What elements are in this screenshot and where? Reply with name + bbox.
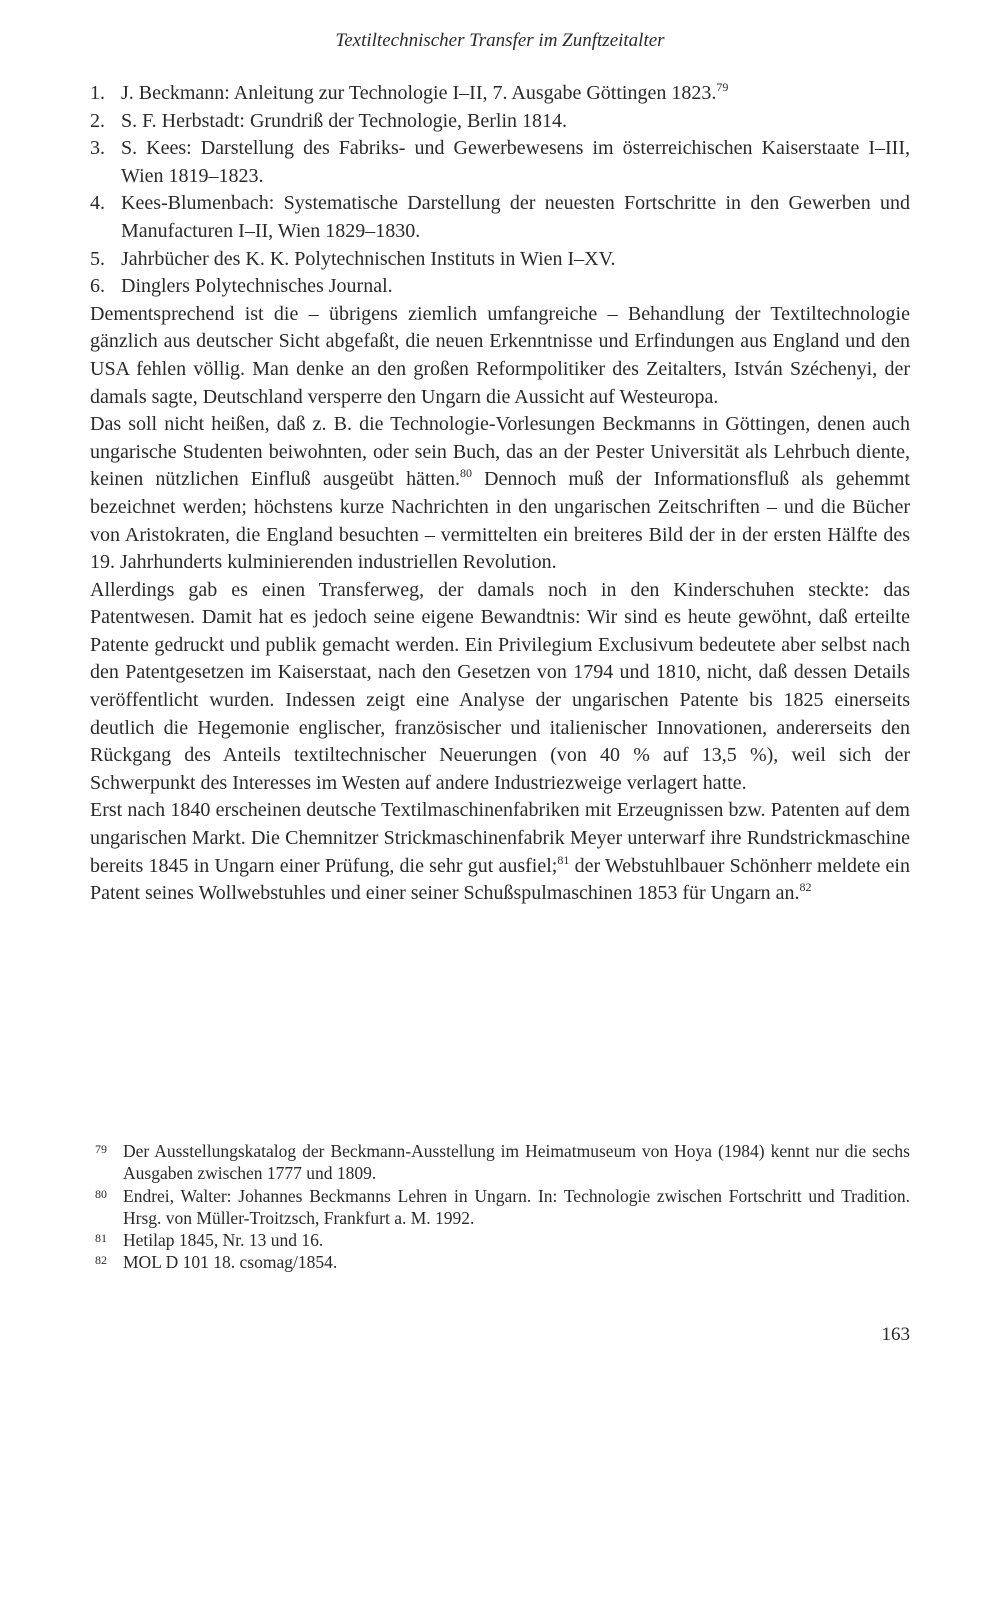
source-list <box>90 80 910 301</box>
footnote: 81 Hetilap 1845, Nr. 13 und 16. <box>95 1230 324 1251</box>
source-item: 2. S. F. Herbstadt: Grundriß der Technologie, Berlin 1814. <box>90 109 568 132</box>
footnote-ref: 79 <box>716 80 729 94</box>
footnote: 79 Der Ausstellungskatalog der Beckmann-Ausstellung im Heimatmuseum von Hoya (1984) kennt nur die sechs Ausgaben zwischen 1777 und 1809. <box>95 1141 910 1184</box>
body-paragraph: Das soll nicht heißen, daß z. B. die Technologie-Vorlesungen Beckmanns in Göttingen, denen auch ungarische Studenten beiwohnten, oder sein Buch, das an der Pester Universität als Lehrbuch diente, keinen nützlichen Einfluß ausgeübt hätten.$^{80}$ Dennoch muß der Informationsfluß als gehemmt bezeichnet werden; höchstens kurze Nachrichten in den ungarischen Zeitschriften – und die Bücher von Aristokraten, die England besuchten – vermittelten ein breiteres Bild der in der ersten Hälfte des 19. Jahrhunderts kulminierenden industriellen Revolution. <box>90 413 910 574</box>
main-text <box>90 80 910 908</box>
source-item: 1. J. Beckmann: Anleitung zur Technologie I–II, 7. Ausgabe Göttingen 1823.79 <box>90 80 729 104</box>
body-paragraph: Erst nach 1840 erscheinen deutsche Textilmaschinenfabriken mit Erzeugnissen bzw. Patenten auf dem ungarischen Markt. Die Chemnitzer Strickmaschinenfabrik Meyer unterwarf ihre Rundstrickmaschine bereits 1845 in Ungarn einer Prüfung, die sehr gut ausfiel;$^{81}$ der Webstuhlbauer Schönherr meldete ein Patent seines Wollwebstuhles und einer seiner Schußspulmaschinen 1853 für Ungarn an.$^{82}$ <box>90 799 910 905</box>
footnote: 82 MOL D 101 18. csomag/1854. <box>95 1252 338 1273</box>
source-item: 4. Kees-Blumenbach: Systematische Darstellung der neuesten Fortschritte in den Gewerben und Manufacturen I–II, Wien 1829–1830. <box>90 192 910 242</box>
footnote-ref: 81 <box>557 852 570 867</box>
footnote-ref: 82 <box>799 880 812 895</box>
source-item: 3. S. Kees: Darstellung des Fabriks- und Gewerbewesens im österreichischen Kaiserstaate I–III, Wien 1819–1823. <box>90 137 910 187</box>
footnotes <box>90 1140 910 1274</box>
body-paragraph: Dementsprechend ist die – übrigens ziemlich umfangreiche – Behandlung der Textiltechnologie gänzlich aus deutscher Sicht abgefaßt, die neuen Erkenntnisse und Erfindungen aus England und den USA fehlen völlig. Man denke an den großen Reformpolitiker des Zeitalters, István Széchenyi, der damals sagte, Deutschland versperre den Ungarn die Aussicht auf Westeuropa. <box>90 302 910 408</box>
footnote-ref: 80 <box>459 466 472 481</box>
body-paragraph: Allerdings gab es einen Transferweg, der damals noch in den Kinderschuhen steckte: das Patentwesen. Damit hat es jedoch seine eigene Bewandtnis: Wir sind es heute gewöhnt, daß erteilte Patente gedruckt und publik gemacht werden. Ein Privilegium Exclusivum bedeutete aber selbst nach den Patentgesetzen im Kaiserstaat, nach den Gesetzen von 1794 und 1810, nicht, daß dessen Details veröffentlicht wurden. Indessen zeigt eine Analyse der ungarischen Patente bis 1825 einerseits deutlich die Hegemonie englischer, französischer und italienischer Innovationen, andererseits den Rückgang des Anteils textiltechnischer Neuerungen (von 40 % auf 13,5 %), weil sich der Schwerpunkt des Interesses im Westen auf andere Industriezweige verlagert hatte. <box>90 578 910 794</box>
footnote: 80 Endrei, Walter: Johannes Beckmanns Lehren in Ungarn. In: Technologie zwischen Fortschritt und Tradition. Hrsg. von Müller-Troitzsch, Frankfurt a. M. 1992. <box>95 1185 910 1228</box>
source-item: 5. Jahrbücher des K. K. Polytechnischen Instituts in Wien I–XV. <box>90 247 616 270</box>
running-head: Textiltechnischer Transfer im Zunftzeitalter <box>335 30 665 51</box>
source-item: 6. Dinglers Polytechnisches Journal. <box>90 275 393 298</box>
page-number: 163 <box>881 1324 910 1345</box>
